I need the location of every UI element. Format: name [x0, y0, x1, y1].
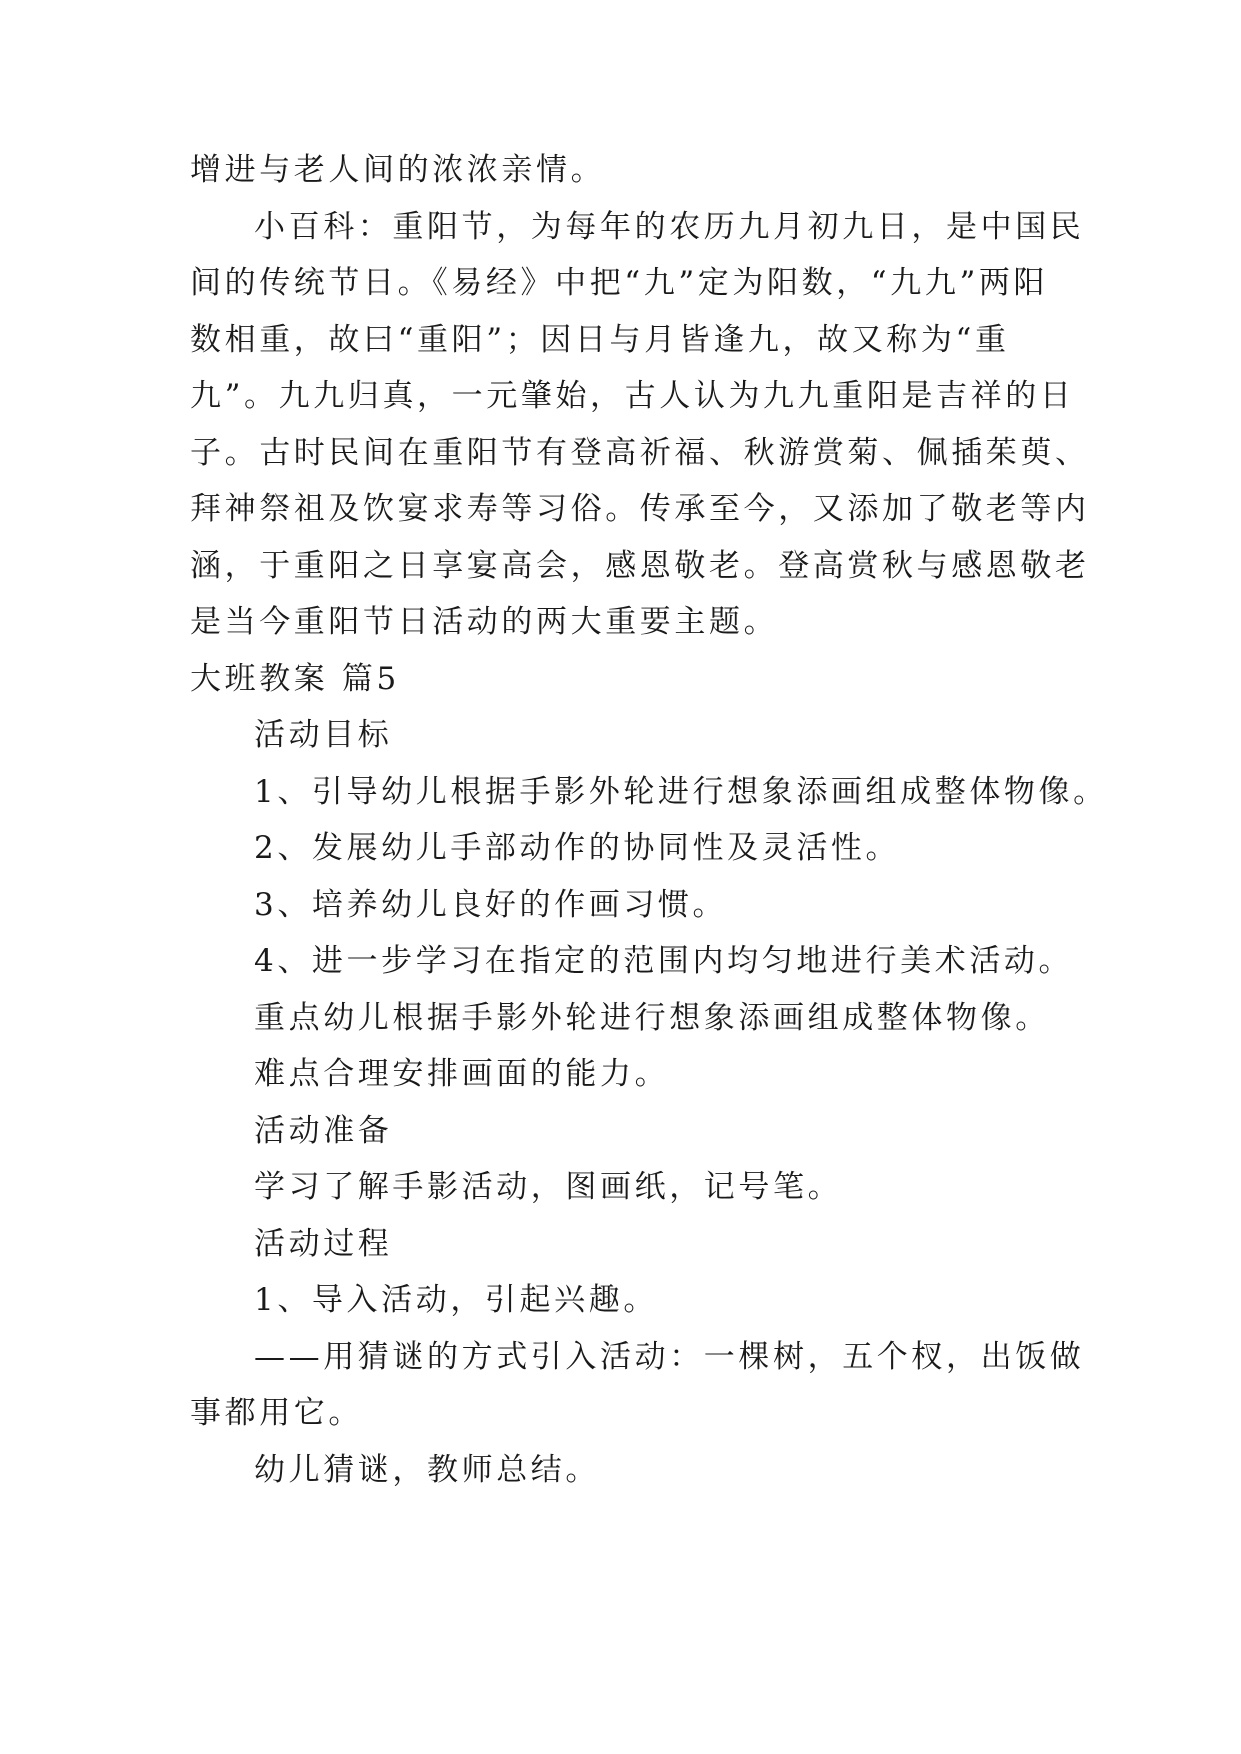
text-line: 是当今重阳节日活动的两大重要主题。 [190, 604, 779, 640]
subheading: 活动过程 [254, 1226, 393, 1262]
text-line: 幼儿猜谜，教师总结。 [254, 1452, 600, 1488]
text-line: 重点幼儿根据手影外轮进行想象添画组成整体物像。 [254, 1000, 1050, 1036]
text-line: 小百科：重阳节，为每年的农历九月初九日，是中国民 [254, 209, 1085, 245]
text-line: 子。古时民间在重阳节有登高祈福、秋游赏菊、佩插茱萸、 [190, 435, 1090, 471]
list-item: 3、培养幼儿良好的作画习惯。 [254, 887, 728, 923]
text-line: 间的传统节日。《易经》中把“九”定为阳数，“九九”两阳 [190, 265, 1049, 301]
text-line: 事都用它。 [190, 1395, 363, 1431]
subheading: 活动准备 [254, 1113, 393, 1149]
text-line: 增进与老人间的浓浓亲情。 [190, 152, 606, 188]
section-heading: 大班教案 篇5 [190, 661, 400, 697]
text-line: 难点合理安排画面的能力。 [254, 1056, 670, 1092]
text-line: 学习了解手影活动，图画纸，记号笔。 [254, 1169, 843, 1205]
text-line: 九”。九九归真，一元肇始，古人认为九九重阳是吉祥的日 [190, 378, 1075, 414]
text-line: ——用猜谜的方式引入活动：一棵树，五个杈，出饭做 [254, 1339, 1085, 1375]
list-item: 1、导入活动，引起兴趣。 [254, 1282, 658, 1318]
text-line: 涵，于重阳之日享宴高会，感恩敬老。登高赏秋与感恩敬老 [190, 548, 1090, 584]
list-item: 1、引导幼儿根据手影外轮进行想象添画组成整体物像。 [254, 774, 1108, 810]
list-item: 4、进一步学习在指定的范围内均匀地进行美术活动。 [254, 943, 1074, 979]
text-line: 拜神祭祖及饮宴求寿等习俗。传承至今，又添加了敬老等内 [190, 491, 1090, 527]
subheading: 活动目标 [254, 717, 393, 753]
text-line: 数相重，故曰“重阳”；因日与月皆逢九，故又称为“重 [190, 322, 1010, 358]
list-item: 2、发展幼儿手部动作的协同性及灵活性。 [254, 830, 901, 866]
